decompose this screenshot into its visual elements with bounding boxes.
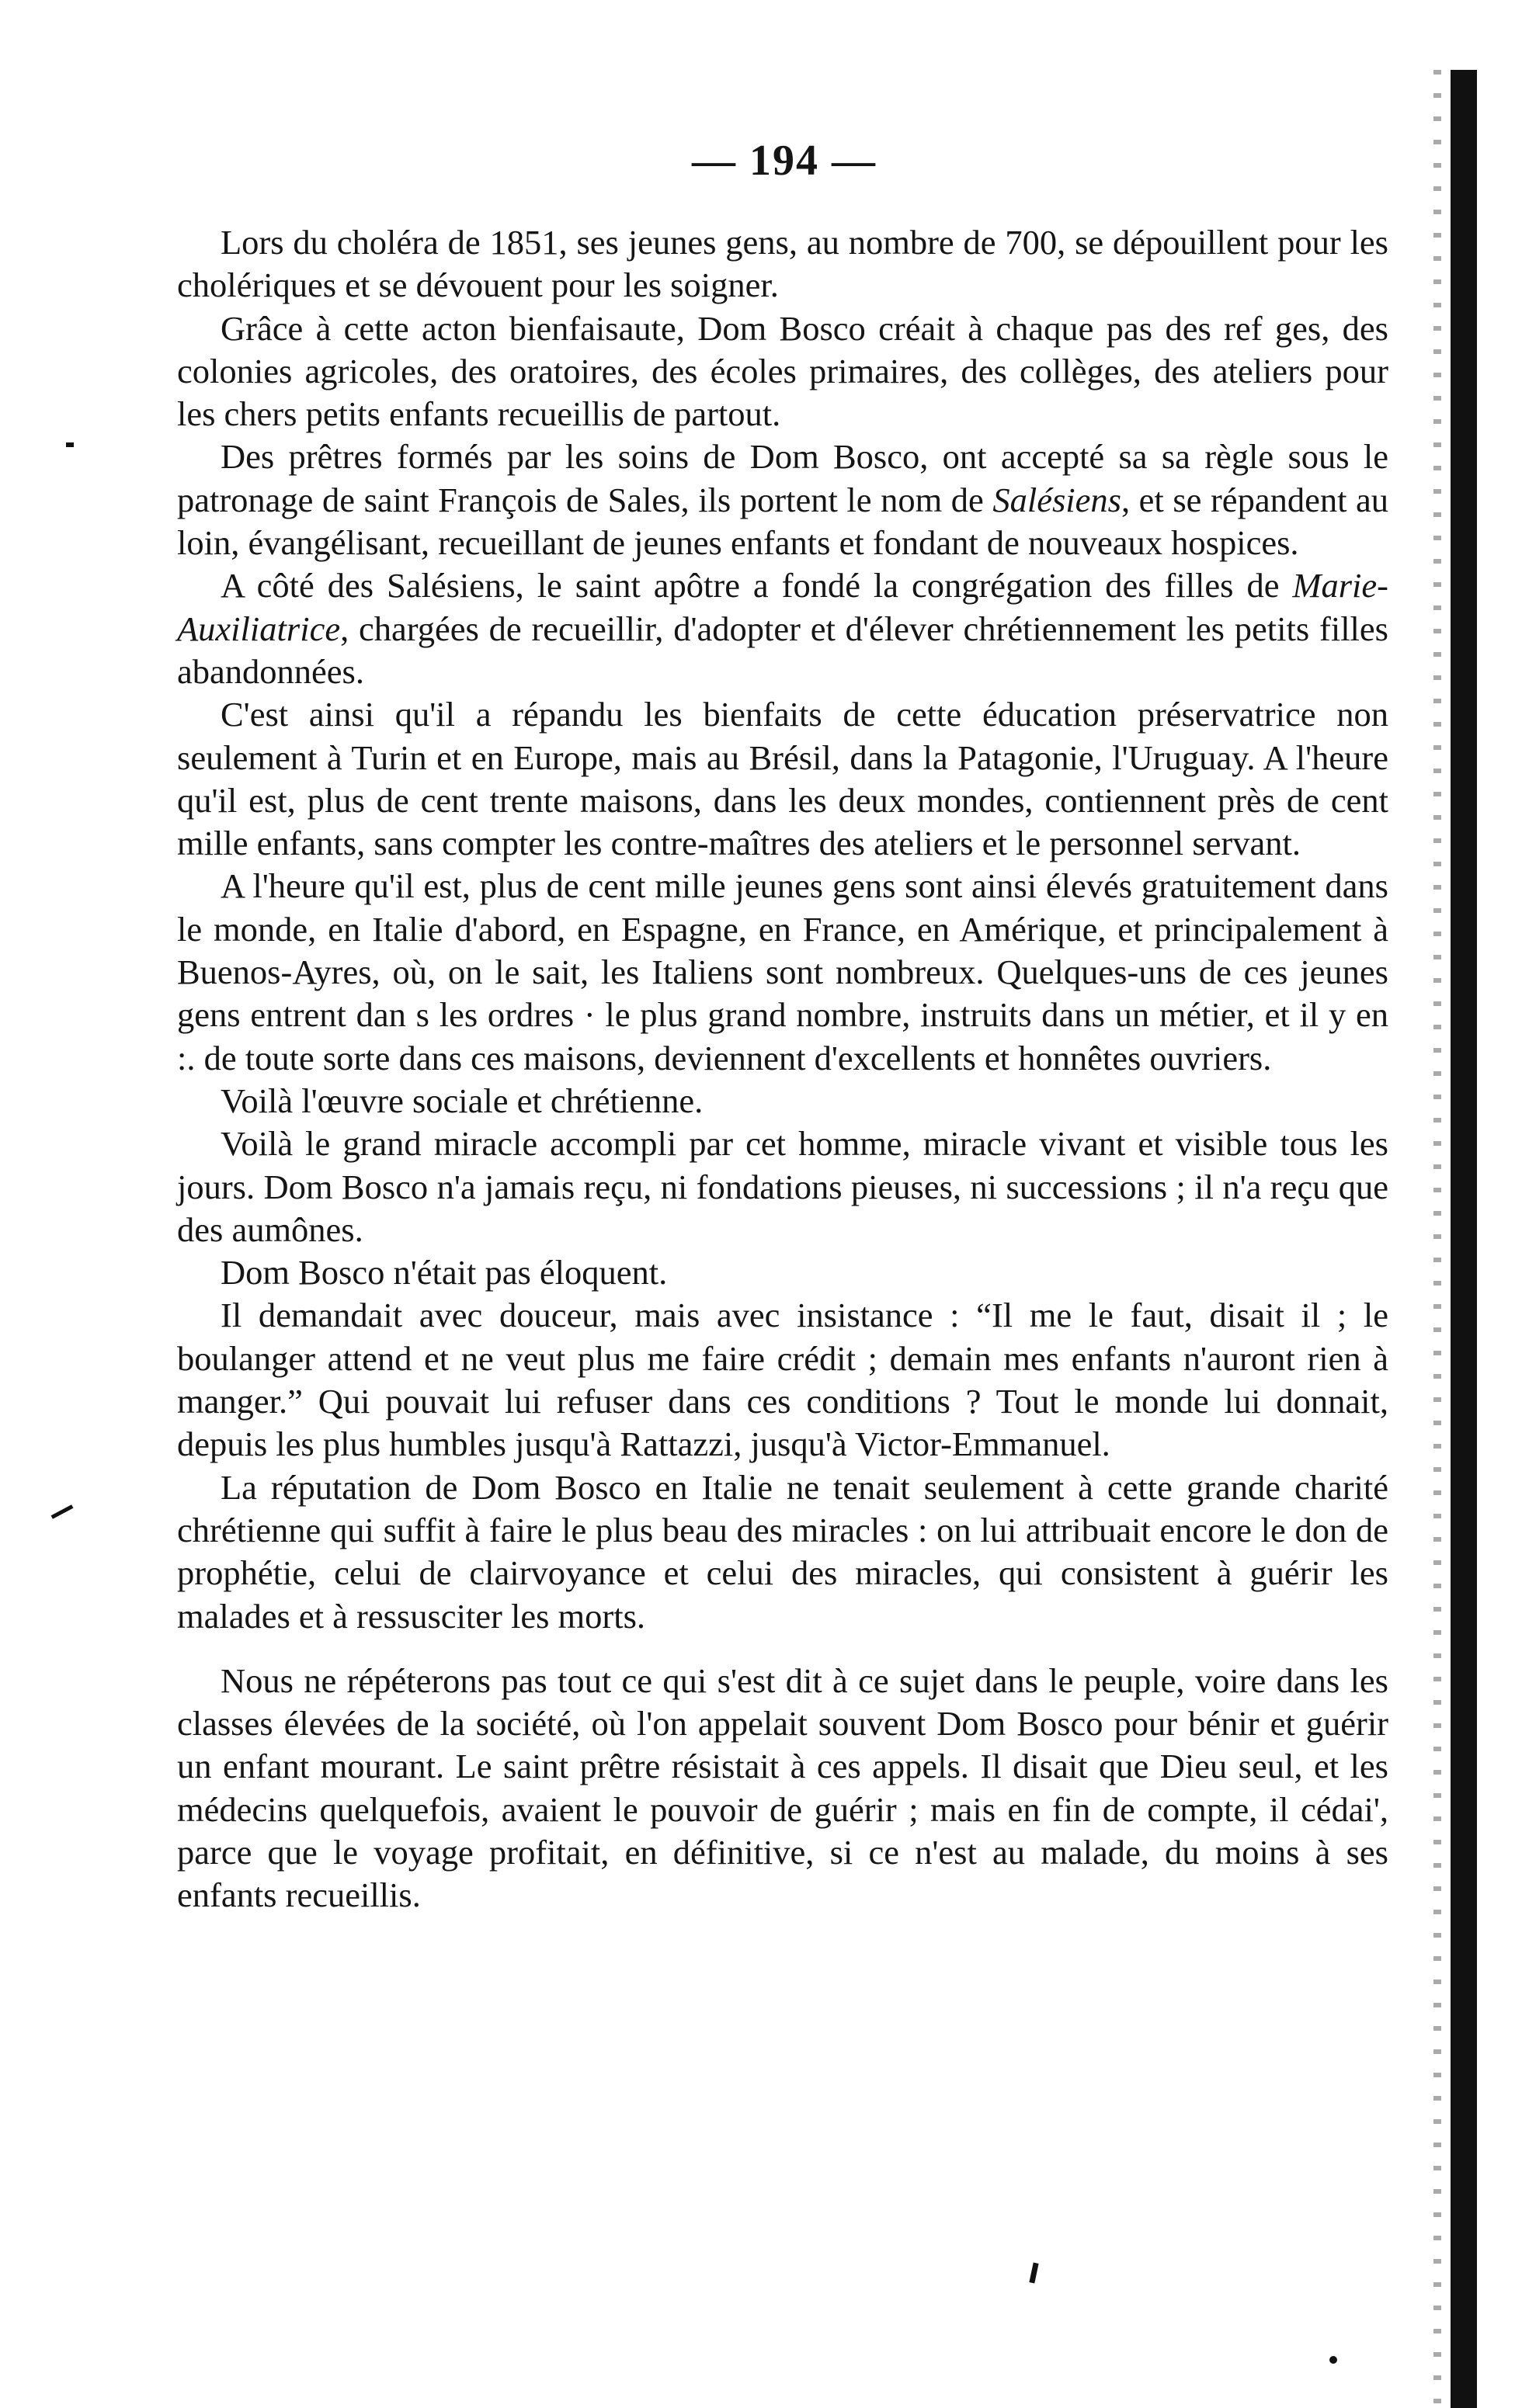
body-text (177, 221, 1388, 1917)
paragraph: Des prêtres formés par les soins de Dom Bosco, ont accepté sa sa règle sous le patronage de saint François de Sales, ils portent le nom de Salésiens, et se répandent au loin, évangélisant, recueillant de jeunes enfants et fondant de nouveaux hospices. (177, 437, 1388, 563)
scan-edge-shadow (1451, 70, 1477, 2408)
margin-mark (51, 1504, 74, 1518)
paragraph: C'est ainsi qu'il a répandu les bienfaits de cette éducation préservatrice non seulement à Turin et en Europe, mais au Brésil, dans la Patagonie, l'Uruguay. A l'heure qu'il est, plus de cent trente maisons, dans les deux mondes, contiennent près de cent mille enfants, sans compter les contre-maîtres des ateliers et le personnel servant. (177, 695, 1388, 863)
paragraph: Grâce à cette acton bienfaisaute, Dom Bosco créait à chaque pas des ref ges, des colonies agricoles, des oratoires, des écoles primaires, des collèges, des ateliers pour les chers petits enfants recueillis de partout. (177, 308, 1388, 434)
ink-mark (1029, 2263, 1038, 2284)
paragraph: A côté des Salésiens, le saint apôtre a fondé la congrégation des filles de Marie-Auxiliatrice, chargées de recueillir, d'adopter et d'élever chrétiennement les petits filles abandonnées. (177, 566, 1388, 691)
paragraph: A l'heure qu'il est, plus de cent mille jeunes gens sont ainsi élevés gratuitement dans le monde, en Italie d'abord, en Espagne, en France, en Amérique, et principalement à Buenos-Ayres, où, on le sait, les Italiens sont nombreux. Quelques-uns de ces jeunes gens entrent dan s les ordres · le plus grand nombre, instruits dans un métier, et il y en :. de toute sorte dans ces maisons, deviennent d'excellents et honnêtes ouvriers. (177, 866, 1388, 1077)
paragraph: La réputation de Dom Bosco en Italie ne tenait seulement à cette grande charité chrétienne qui suffit à faire le plus beau des miracles : on lui attribuait encore le don de prophétie, celui de clairvoyance et celui des miracles, qui consistent à guérir les malades et à ressusciter les morts. (177, 1467, 1388, 1636)
page-number: — 194 — (692, 137, 877, 185)
paragraph: Voilà le grand miracle accompli par cet homme, miracle vivant et visible tous les jours. Dom Bosco n'a jamais reçu, ni fondations pieuses, ni successions ; il n'a reçu que des aumônes. (177, 1124, 1388, 1249)
paragraph: Voilà l'œuvre sociale et chrétienne. (221, 1081, 704, 1120)
paragraph: Lors du choléra de 1851, ses jeunes gens, au nombre de 700, se dépouillent pour les cholériques et se dévouent pour les soigner. (177, 223, 1388, 305)
paragraph: Il demandait avec douceur, mais avec insistance : “Il me le faut, disait il ; le boulanger attend et ne veut plus me faire crédit ; demain mes enfants n'auront rien à manger.” Qui pouvait lui refuser dans ces conditions ? Tout le monde lui donnait, depuis les plus humbles jusqu'à Rattazzi, jusqu'à Victor-Emmanuel. (177, 1296, 1388, 1464)
paragraph: Nous ne répéterons pas tout ce qui s'est dit à ce sujet dans le peuple, voire dans les classes élevées de la société, où l'on appelait souvent Dom Bosco pour bénir et guérir un enfant mourant. Le saint prêtre résistait à ces appels. Il disait que Dieu seul, et les médecins quelquefois, avaient le pouvoir de guérir ; mais en fin de compte, il cédai', parce que le voyage profitait, en définitive, si ce n'est au malade, du moins à ses enfants recueillis. (177, 1660, 1388, 1915)
paragraph: Dom Bosco n'était pas éloquent. (221, 1253, 668, 1292)
margin-mark (66, 442, 74, 447)
ink-mark (1329, 2356, 1337, 2364)
